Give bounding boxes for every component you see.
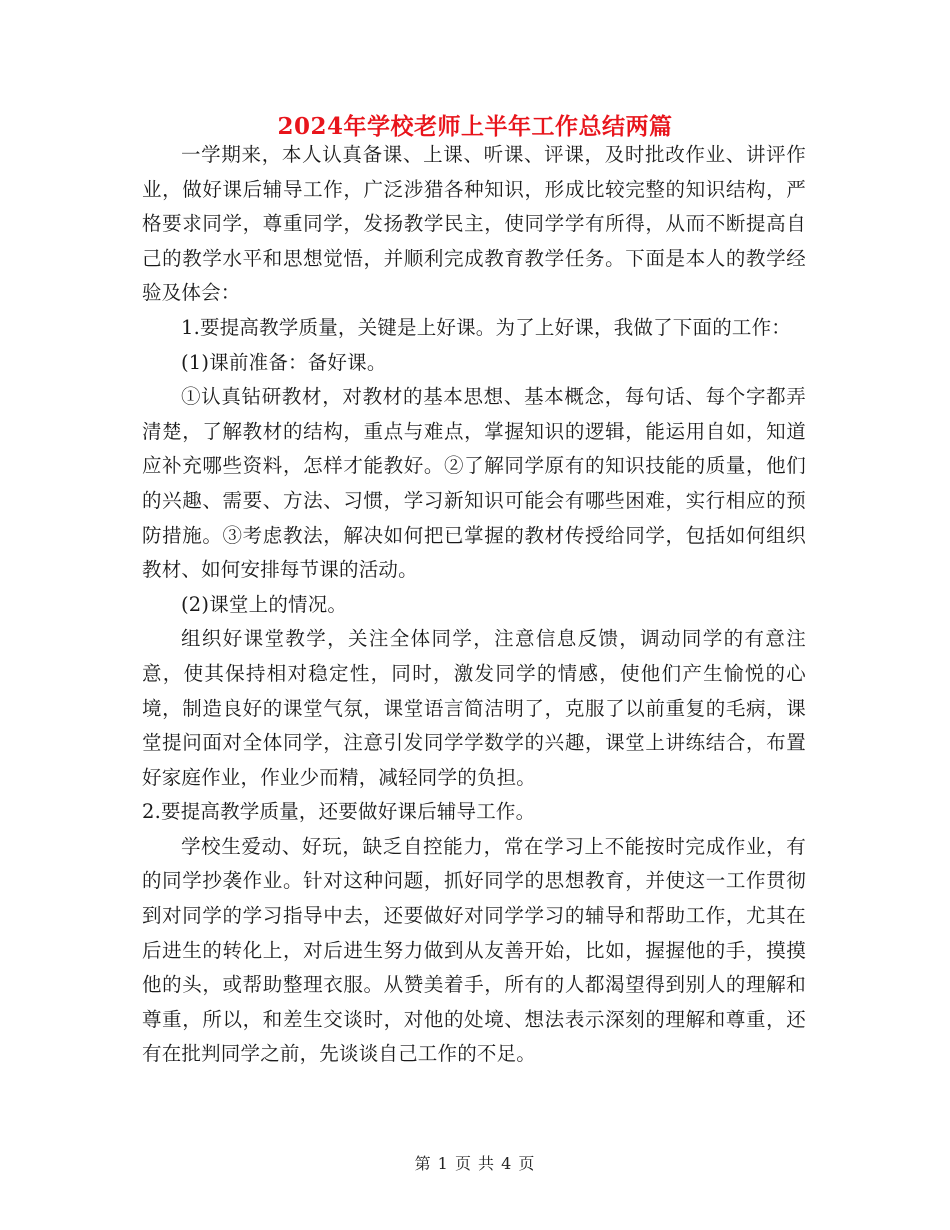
paragraph-tutoring: 学校生爱动、好玩，缺乏自控能力，常在学习上不能按时完成作业，有的同学抄袭作业。针对这种问题，抓好同学的思想教育，并使这一工作贯彻到对同学的学习指导中去，还要做好对同学学习的辅导和帮助工作，尤其在后进生的转化上，对后进生努力做到从友善开始，比如，握握他的手，摸摸他的头，或帮助整理衣服。从赞美着手，所有的人都渴望得到别人的理解和尊重，所以，和差生交谈时，对他的处境、想法表示深刻的理解和尊重，还有在批判同学之前，先谈谈自己工作的不足。 [142, 834, 806, 1066]
page-number-footer: 第 1 页 共 4 页 [414, 1154, 536, 1173]
paragraph-classroom: 组织好课堂教学，关注全体同学，注意信息反馈，调动同学的有意注意，使其保持相对稳定性，同时，激发同学的情感，使他们产生愉悦的心境，制造良好的课堂气氛，课堂语言简洁明了，克服了以前重复的毛病，课堂提问面对全体同学，注意引发同学学数学的兴趣，课堂上讲练结合，布置好家庭作业，作业少而精，减轻同学的负担。 [142, 627, 806, 789]
paragraph-intro: 一学期来，本人认真备课、上课、听课、评课，及时批改作业、讲评作业，做好课后辅导工作，广泛涉猎各种知识，形成比较完整的知识结构，严格要求同学，尊重同学，发扬教学民主，使同学学有所得，从而不断提高自己的教学水平和思想觉悟，并顺利完成教育教学任务。下面是本人的教学经验及体会： [142, 143, 806, 305]
paragraph-point-1: 1.要提高教学质量，关键是上好课。为了上好课，我做了下面的工作： [181, 315, 792, 339]
paragraph-prep-details: ①认真钻研教材，对教材的基本思想、基本概念，每句话、每个字都弄清楚，了解教材的结构，重点与难点，掌握知识的逻辑，能运用自如，知道应补充哪些资料，怎样才能教好。②了解同学原有的知识技能的质量，他们的兴趣、需要、方法、习惯，学习新知识可能会有哪些困难，实行相应的预防措施。③考虑教法，解决如何把已掌握的教材传授给同学，包括如何组织教材、如何安排每节课的活动。 [142, 385, 806, 582]
paragraph-subpoint-2: (2)课堂上的情况。 [181, 592, 348, 616]
paragraph-subpoint-1: (1)课前准备：备好课。 [181, 350, 387, 374]
document-body [142, 138, 806, 1072]
paragraph-point-2: 2.要提高教学质量，还要做好课后辅导工作。 [142, 800, 536, 824]
document-title: 2024年学校老师上半年工作总结两篇 [277, 113, 673, 140]
